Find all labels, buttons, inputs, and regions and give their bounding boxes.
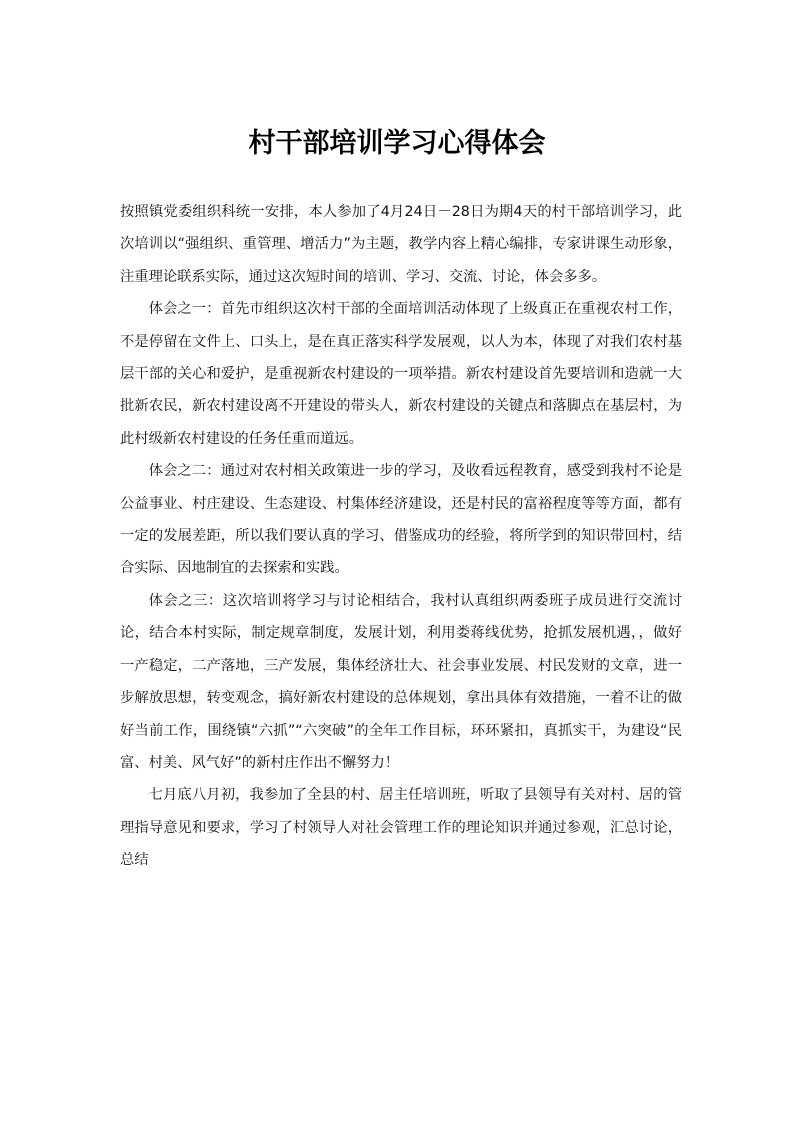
paragraph-intro: 按照镇党委组织科统一安排，本人参加了4月24日－28日为期4天的村干部培训学习，此次培训以“强组织、重管理、增活力”为主题，教学内容上精心编排，专家讲课生动形象，注重理论联系实际，通过这次短时间的培训、学习、交流、讨论，体会多多。 bbox=[120, 204, 682, 285]
document-title: 村干部培训学习心得体会 bbox=[248, 128, 546, 159]
document-body bbox=[120, 196, 682, 877]
paragraph-insight-two: 体会之二：通过对农村相关政策进一步的学习，及收看远程教育，感受到我村不论是公益事业、村庄建设、生态建设、村集体经济建设，还是村民的富裕程度等等方面，都有一定的发展差距，所以我们要认真的学习、借鉴成功的经验，将所学到的知识带回村，结合实际、因地制宜的去探索和实践。 bbox=[120, 463, 682, 577]
paragraph-insight-three: 体会之三：这次培训将学习与讨论相结合，我村认真组织两委班子成员进行交流讨论，结合本村实际，制定规章制度，发展计划，利用娄蒋线优势，抢抓发展机遇，，做好一产稳定，二产落地，三产发展，集体经济壮大、社会事业发展、村民发财的文章，进一步解放思想，转变观念，搞好新农村建设的总体规划，拿出具体有效措施，一着不让的做好当前工作，围绕镇“六抓”“六突破”的全年工作目标，环环紧扣，真抓实干，为建设“民富、村美、风气好”的新村庄作出不懈努力！ bbox=[120, 592, 682, 771]
paragraph-county-training: 七月底八月初，我参加了全县的村、居主任培训班，听取了县领导有关对村、居的管理指导意见和要求，学习了村领导人对社会管理工作的理论知识并通过参观，汇总讨论，总结 bbox=[120, 787, 682, 869]
paragraph-insight-one: 体会之一：首先市组织这次村干部的全面培训活动体现了上级真正在重视农村工作，不是停留在文件上、口头上，是在真正落实科学发展观，以人为本，体现了对我们农村基层干部的关心和爱护，是重视新农村建设的一项举措。新农村建设首先要培训和造就一大批新农民，新农村建设离不开建设的带头人，新农村建设的关键点和落脚点在基层村，为此村级新农村建设的任务任重而道远。 bbox=[120, 301, 682, 447]
